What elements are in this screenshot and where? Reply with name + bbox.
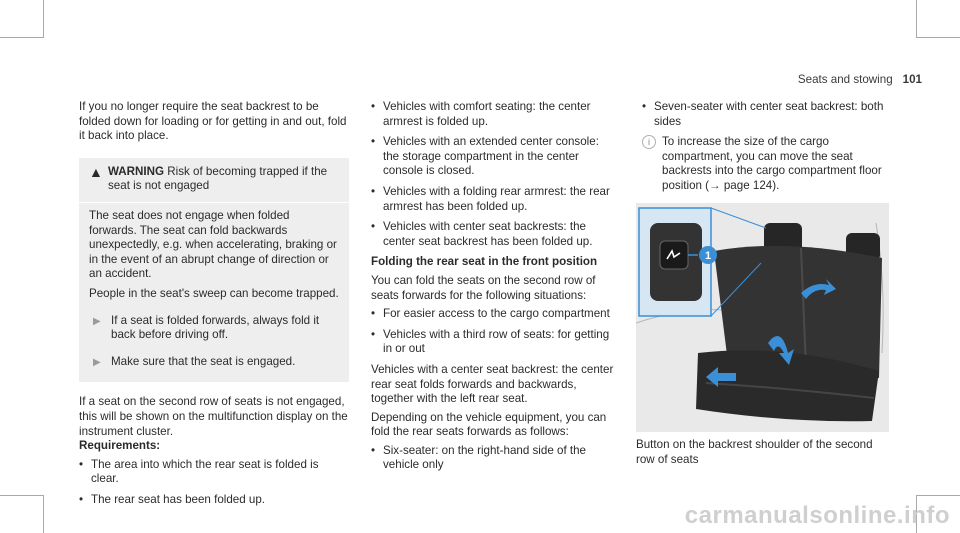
column-middle <box>371 100 618 479</box>
list-item: • The area into which the rear seat is folded is clear. <box>79 458 349 487</box>
info-note <box>642 135 892 193</box>
seat-illustration <box>636 203 889 432</box>
list-item: • Vehicles with comfort seating: the center armrest is folded up. <box>371 100 618 129</box>
action-text: Make sure that the seat is engaged. <box>111 354 296 368</box>
note-text: To increase the size of the cargo compartment, you can move the seat backrests into the cargo compartment floor position (→ page 124). <box>662 135 882 192</box>
warning-headline: Risk of becoming trapped if the seat is not engaged <box>108 164 328 193</box>
crop-mark <box>0 495 43 496</box>
page-number: 101 <box>902 73 922 86</box>
warning-header <box>79 158 349 202</box>
list-item: • Vehicles with a third row of seats: for getting in or out <box>371 328 618 357</box>
warning-icon: ▲ <box>89 163 103 180</box>
list-item: • Vehicles with a folding rear armrest: the rear armrest has been folded up. <box>371 185 618 214</box>
paragraph: If a seat on the second row of seats is not engaged, this will be shown on the multifunction display on the instrument cluster. <box>79 395 348 438</box>
list-item: • Vehicles with an extended center console: the storage compartment in the center console is closed. <box>371 135 618 179</box>
list-item: • The rear seat has been folded up. <box>79 493 349 508</box>
section-heading: Folding the rear seat in the front position <box>371 255 598 269</box>
watermark: carmanualsonline.info <box>684 502 950 529</box>
crop-mark <box>0 37 43 38</box>
requirements-label: Requirements: <box>79 439 161 453</box>
paragraph: Vehicles with a center seat backrest: the center rear seat folds forwards and backwards, together with the left rear seat. <box>371 362 614 406</box>
seat-drawing <box>636 203 889 432</box>
column-left <box>79 100 349 513</box>
intro-paragraph: If you no longer require the seat backrest to be folded down for loading or for getting in and out, fold it back into place. <box>79 100 347 143</box>
crop-mark <box>916 0 917 38</box>
list-item: • Seven-seater with center seat backrest: both sides <box>642 100 892 129</box>
page-header <box>798 73 922 88</box>
list-item: • For easier access to the cargo compartment <box>371 307 618 322</box>
crop-mark <box>917 495 960 496</box>
figure-caption: Button on the backrest shoulder of the second row of seats <box>636 438 873 466</box>
section-title: Seats and stowing <box>797 73 893 86</box>
list-item: • Six-seater: on the right-hand side of the vehicle only <box>371 444 618 473</box>
play-arrow-icon: ▶ <box>93 315 101 327</box>
paragraph: Depending on the vehicle equipment, you can fold the rear seats forwards as follows: <box>371 410 607 439</box>
info-icon: i <box>642 135 656 149</box>
crop-mark <box>917 37 960 38</box>
paragraph: You can fold the seats on the second row of seats forwards for the following situations: <box>371 273 596 302</box>
warning-box <box>79 158 349 383</box>
warning-body <box>79 202 349 382</box>
list-item: • Vehicles with center seat backrests: the center seat backrest has been folded up. <box>371 220 618 249</box>
warning-text: People in the seat's sweep can become trapped. <box>89 286 339 300</box>
callout-number: 1 <box>704 250 712 262</box>
warning-title: WARNING <box>108 164 165 178</box>
action-item <box>89 314 339 343</box>
play-arrow-icon: ▶ <box>93 356 101 368</box>
warning-text: The seat does not engage when folded forwards. The seat can fold backwards unexpectedly, e.g. when accelerating, braking or in the event of an abrupt change of direction or an accident. <box>89 208 337 281</box>
action-text: If a seat is folded forwards, always fold it back before driving off. <box>111 313 320 342</box>
action-item <box>89 355 339 370</box>
column-right <box>642 100 892 194</box>
crop-mark <box>43 495 44 533</box>
crop-mark <box>43 0 44 38</box>
